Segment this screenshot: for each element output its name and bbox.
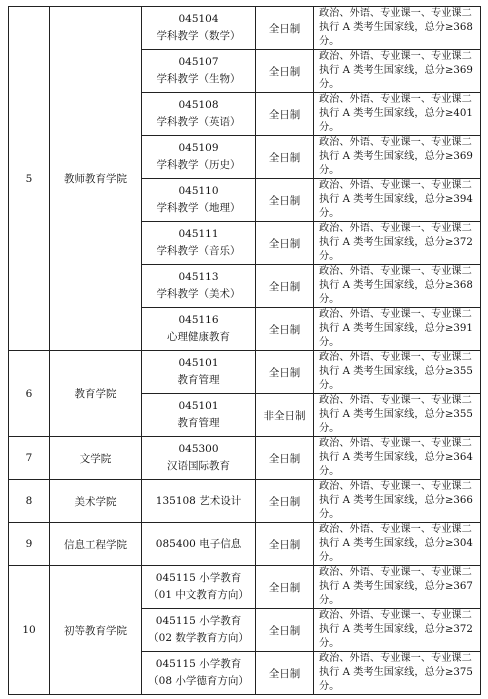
requirement-cell (314, 50, 481, 93)
college-cell: 教育学院 (50, 351, 142, 437)
major-code: 045115 小学教育 (155, 658, 242, 670)
study-mode-cell: 全日制 (256, 265, 314, 308)
table-row (9, 480, 481, 523)
requirement-cell (314, 265, 481, 308)
requirement-line: 分。 (319, 251, 340, 262)
major-code: 045101 (178, 400, 219, 412)
requirement-line: 分。 (319, 79, 340, 90)
requirement-line: 分。 (319, 165, 340, 176)
requirement-cell (314, 179, 481, 222)
row-number-cell: 6 (9, 351, 50, 437)
major-code: 045113 (178, 271, 219, 283)
requirement-line: 执行 A 类考生国家线，总分≥401 (319, 108, 473, 119)
major-name: 心理健康教育 (167, 331, 230, 343)
college-cell: 信息工程学院 (50, 523, 142, 566)
table-row (9, 566, 481, 609)
study-mode-cell: 全日制 (256, 50, 314, 93)
requirement-line: 执行 A 类考生国家线，总分≥372 (319, 237, 473, 248)
requirement-line: 执行 A 类考生国家线，总分≥368 (319, 280, 473, 291)
major-cell (142, 7, 256, 50)
study-mode-cell: 全日制 (256, 566, 314, 609)
major-name: 085400 电子信息 (155, 537, 242, 550)
major-code: 045115 小学教育 (155, 572, 242, 584)
table-row (9, 351, 481, 394)
major-name: （02 数学教育方向） (148, 632, 249, 644)
requirement-line: 政治、外语、专业课一、专业课二 (319, 223, 472, 234)
row-number-cell: 9 (9, 523, 50, 566)
requirement-line: 政治、外语、专业课一、专业课二 (319, 653, 472, 664)
study-mode-cell: 全日制 (256, 93, 314, 136)
requirement-cell (314, 222, 481, 265)
requirement-cell (314, 93, 481, 136)
requirement-line: 政治、外语、专业课一、专业课二 (319, 567, 472, 578)
requirement-line: 分。 (319, 509, 340, 520)
row-number-cell: 8 (9, 480, 50, 523)
requirement-cell (314, 566, 481, 609)
requirement-line: 政治、外语、专业课一、专业课二 (319, 309, 472, 320)
college-cell: 教师教育学院 (50, 7, 142, 351)
study-mode-cell: 全日制 (256, 437, 314, 480)
college-cell: 美术学院 (50, 480, 142, 523)
major-name: 学科教学（生物） (156, 73, 241, 85)
requirement-cell (314, 394, 481, 437)
major-cell (142, 136, 256, 179)
requirement-cell (314, 136, 481, 179)
major-cell (142, 50, 256, 93)
requirement-line: 政治、外语、专业课一、专业课二 (319, 180, 472, 191)
requirement-line: 分。 (319, 337, 340, 348)
requirement-line: 执行 A 类考生国家线，总分≥394 (319, 194, 473, 205)
major-name: 135108 艺术设计 (155, 494, 242, 507)
major-name: 学科教学（历史） (156, 159, 241, 171)
major-code: 045115 小学教育 (155, 615, 242, 627)
admission-score-table (8, 6, 481, 695)
requirement-line: 政治、外语、专业课一、专业课二 (319, 266, 472, 277)
major-code: 045116 (178, 314, 219, 326)
requirement-line: 执行 A 类考生国家线，总分≥366 (319, 495, 473, 506)
table-row (9, 7, 481, 50)
major-code: 045108 (178, 99, 219, 111)
major-name: 学科教学（地理） (156, 202, 241, 214)
requirement-line: 分。 (319, 552, 340, 563)
requirement-line: 政治、外语、专业课一、专业课二 (319, 524, 472, 535)
major-cell (142, 480, 256, 523)
major-code: 045109 (178, 142, 219, 154)
major-cell (142, 437, 256, 480)
requirement-line: 政治、外语、专业课一、专业课二 (319, 352, 472, 363)
major-cell (142, 265, 256, 308)
study-mode-cell: 全日制 (256, 7, 314, 50)
requirement-line: 执行 A 类考生国家线，总分≥391 (319, 323, 473, 334)
table-row (9, 523, 481, 566)
study-mode-cell: 全日制 (256, 222, 314, 265)
major-cell (142, 179, 256, 222)
requirement-line: 执行 A 类考生国家线，总分≥367 (319, 581, 473, 592)
college-cell: 初等教育学院 (50, 566, 142, 695)
table-body (9, 7, 481, 695)
requirement-line: 分。 (319, 466, 340, 477)
requirement-cell (314, 652, 481, 695)
requirement-line: 政治、外语、专业课一、专业课二 (319, 481, 472, 492)
requirement-line: 执行 A 类考生国家线，总分≥355 (319, 409, 473, 420)
requirement-line: 执行 A 类考生国家线，总分≥368 (319, 22, 473, 33)
major-name: （01 中文教育方向） (148, 589, 249, 601)
major-name: 汉语国际教育 (167, 460, 230, 472)
requirement-line: 政治、外语、专业课一、专业课二 (319, 94, 472, 105)
requirement-cell (314, 437, 481, 480)
major-code: 045107 (178, 56, 219, 68)
requirement-line: 分。 (319, 294, 340, 305)
requirement-line: 分。 (319, 36, 340, 47)
major-cell (142, 652, 256, 695)
requirement-line: 执行 A 类考生国家线，总分≥355 (319, 366, 473, 377)
requirement-line: 政治、外语、专业课一、专业课二 (319, 438, 472, 449)
requirement-cell (314, 7, 481, 50)
major-name: 学科教学（英语） (156, 116, 241, 128)
study-mode-cell: 全日制 (256, 179, 314, 222)
major-name: 教育管理 (177, 417, 220, 429)
table-row (9, 437, 481, 480)
major-cell (142, 566, 256, 609)
requirement-line: 执行 A 类考生国家线，总分≥372 (319, 624, 473, 635)
requirement-line: 分。 (319, 208, 340, 219)
requirement-line: 分。 (319, 595, 340, 606)
requirement-line: 分。 (319, 638, 340, 649)
study-mode-cell: 全日制 (256, 609, 314, 652)
row-number-cell: 10 (9, 566, 50, 695)
requirement-cell (314, 308, 481, 351)
requirement-line: 分。 (319, 681, 340, 692)
college-cell: 文学院 (50, 437, 142, 480)
major-name: 教育管理 (177, 374, 220, 386)
major-cell (142, 93, 256, 136)
study-mode-cell: 全日制 (256, 136, 314, 179)
major-cell (142, 394, 256, 437)
major-code: 045111 (178, 228, 219, 240)
study-mode-cell: 非全日制 (256, 394, 314, 437)
requirement-line: 执行 A 类考生国家线，总分≥375 (319, 667, 473, 678)
requirement-line: 执行 A 类考生国家线，总分≥369 (319, 151, 473, 162)
requirement-line: 政治、外语、专业课一、专业课二 (319, 8, 472, 19)
study-mode-cell: 全日制 (256, 308, 314, 351)
requirement-line: 分。 (319, 423, 340, 434)
requirement-line: 政治、外语、专业课一、专业课二 (319, 610, 472, 621)
major-name: 学科教学（音乐） (156, 245, 241, 257)
major-cell (142, 523, 256, 566)
requirement-line: 政治、外语、专业课一、专业课二 (319, 137, 472, 148)
major-name: 学科教学（数学） (156, 30, 241, 42)
row-number-cell: 5 (9, 7, 50, 351)
major-name: （08 小学德育方向） (148, 675, 249, 687)
major-cell (142, 351, 256, 394)
study-mode-cell: 全日制 (256, 652, 314, 695)
requirement-cell (314, 351, 481, 394)
requirement-line: 执行 A 类考生国家线，总分≥364 (319, 452, 473, 463)
major-cell (142, 222, 256, 265)
requirement-cell (314, 523, 481, 566)
study-mode-cell: 全日制 (256, 523, 314, 566)
major-name: 学科教学（美术） (156, 288, 241, 300)
study-mode-cell: 全日制 (256, 351, 314, 394)
requirement-line: 分。 (319, 122, 340, 133)
requirement-line: 政治、外语、专业课一、专业课二 (319, 395, 472, 406)
requirement-cell (314, 480, 481, 523)
requirement-line: 执行 A 类考生国家线，总分≥304 (319, 538, 473, 549)
requirement-line: 分。 (319, 380, 340, 391)
requirement-cell (314, 609, 481, 652)
major-code: 045104 (178, 13, 219, 25)
major-code: 045110 (178, 185, 219, 197)
major-cell (142, 308, 256, 351)
row-number-cell: 7 (9, 437, 50, 480)
major-code: 045300 (178, 443, 219, 455)
requirement-line: 执行 A 类考生国家线，总分≥369 (319, 65, 473, 76)
requirement-line: 政治、外语、专业课一、专业课二 (319, 51, 472, 62)
study-mode-cell: 全日制 (256, 480, 314, 523)
major-cell (142, 609, 256, 652)
major-code: 045101 (178, 357, 219, 369)
